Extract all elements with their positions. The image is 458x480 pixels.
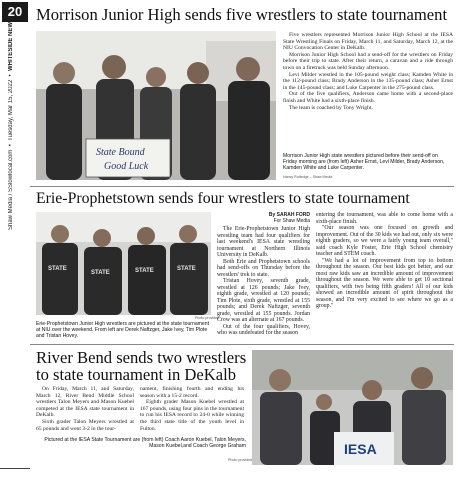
story3-headline: [36, 349, 246, 384]
story3-headline-line2: to state tournament in DeKalb: [36, 365, 236, 385]
shirt-text-2: STATE: [91, 270, 110, 276]
story2-col1: [217, 226, 310, 337]
story2-paragraph: "Our season was one focused on growth and improvement. Out of the 30 kids we had out, only six were eighth graders, so we were a fairly young team overall," said coach Kyle Foster, Erie High School chemistry teacher and STEM coach.: [316, 225, 453, 257]
banner-text: IESA: [344, 441, 377, 457]
story1-credit: Nancy Rutledge – Shaw Media: [283, 175, 333, 179]
byline-author: By SARAH FORD: [268, 212, 310, 218]
story3-caption-line1: Pictured at the IESA State Tournament are (from left) Coach Aaron Kuebel, Talon Meyers,: [44, 437, 246, 443]
story3-col1: [36, 386, 134, 432]
story3-paragraph: Eighth grader Mason Kuebel wrestled at 167 pounds, using four pins in the tournament to run his IESA record to 24-0 while winning the third state title of the youth level in Fulton.: [140, 399, 244, 432]
divider: [30, 186, 454, 187]
story2-paragraph: "We had a lot of improvement from top to bottom throughout the season. Our best kids got better, and our most raw kids saw an incredible amount of improvement throughout the season. We were able to get 10 sectional qualifiers, with two being fifth graders! All of our kids showed an incredible amount of spirit throughout the season, and I'm very excited to see where we go as a group.": [316, 257, 453, 309]
paper-name: WHITESIDE NEWS: [8, 18, 14, 72]
story1-paragraph: Five wrestlers represented Morrison Junior High School at the IESA State Wrestling Finals on Friday, March 11, and Saturday, March 12, at the NIU Convocation Center in DeKalb.: [283, 32, 453, 52]
sidebar-dateline: Shaw Media / SSlowlocal.com • Tuesday, Mar 15, 2022 • WHITESIDE NEWS: [8, 18, 14, 230]
story1-paragraph: The team is coached by Tony Wright.: [289, 104, 373, 111]
story2-paragraph: Both Erie and Prophetstown schools had send-offs on Thursday before the wrestlers' trek to state.: [217, 258, 310, 278]
story2-paragraph: Tristan Hovey, seventh grade, wrestled at 126 pounds; Jake Ivey, eighth grade, wrestled at 120 pounds; Tim Plote, sixth grade, wrestled at 155 pounds; and Derek Naftzger, seventh grade, wrestled at 155 pounds. Jordan Crow was an alternate at 167 pounds.: [217, 278, 310, 323]
shirt-text-1: STATE: [48, 266, 67, 272]
story2-paragraph: Out of the four qualifiers, Hovey, who was undefeated for the season: [217, 323, 310, 336]
story3-credit: Photo provided: [228, 458, 253, 462]
story3-caption-line2: Mason Kuebel,and Coach George Graham: [149, 443, 246, 450]
story1-paragraph: Levi Milder wrestled in the 105-pound weight class; Kamden White in the 112-pound class; Brady Anderson in the 135-pound class; Asher Ernst in the 145-pound class; and Luke Carpenter in the 275-pound class.: [283, 71, 453, 91]
story1-paragraph: Out of the five qualifiers, Anderson came home with a second-place finish and White had a sixth-place finish.: [283, 91, 453, 104]
story2-paragraph: entering the tournament, was able to come home with a sixth-place finish.: [316, 212, 453, 225]
date-label: Tuesday, Mar 15, 2022: [8, 79, 14, 141]
story2-caption: Erie-Prophetstown Junior High wrestlers are pictured at the state tournament at NIU over the weekend. From left are Derek Naftzger, Jake Ivey, Tim Plote and Tristan Hovey.: [36, 321, 209, 340]
story2-headline: Erie-Prophetstown sends four wrestlers to state tournament: [36, 190, 410, 207]
shirt-text-4: STATE: [177, 266, 196, 272]
erie-prophetstown-photo: [36, 212, 211, 315]
story3-paragraph: Sixth grader Talon Meyers wrestled at 65 pounds and went 3-2 in the tour-: [36, 418, 134, 432]
story1-body: [283, 32, 453, 111]
divider: [30, 344, 454, 345]
story3-headline-line1: River Bend sends two wrestlers: [36, 348, 247, 367]
story3-paragraph: On Friday, March 11, and Saturday, March 12, River Bend Middle School wrestlers Talon Meyers and Mason Kuebel competed at the IESA state tournament in DeKalb.: [36, 386, 134, 419]
story2-paragraph: The Erie-Prophetstown Junior High wrestling team had four qualifiers for last weekend's IESA state wrestling tournament at Northern Illinois University in DeKalb.: [217, 226, 310, 258]
sign-text-1: State Bound: [96, 147, 145, 158]
page-number: 20: [2, 2, 28, 22]
site-label: Shaw Media / SSlowlocal.com: [8, 149, 14, 230]
story2-col2: [316, 212, 453, 310]
story2-credit: Photo provided: [195, 316, 220, 320]
morrison-photo: [36, 31, 276, 180]
story1-caption: Morrison Junior High state wrestlers pictured before their send-off on Friday morning are (from left) Asher Ernst, Levi Milder, Brady Anderson, Kamden White and Luke Carpenter.: [283, 153, 445, 172]
page-sidebar: [0, 0, 30, 480]
story3-caption: [36, 437, 246, 449]
story3-col2: [140, 386, 244, 432]
sign-text-2: Good Luck: [104, 161, 149, 172]
story2-byline: [214, 212, 310, 224]
story1-paragraph: Morrison Junior High School had a send-off for the wrestlers on Friday before their trip to state. After their return, a caravan and a ride through town on a firetruck was held Sunday afternoon.: [283, 51, 453, 71]
river-bend-photo: [252, 350, 453, 465]
footer-rule: [0, 468, 30, 469]
byline-org: For Shaw Media: [273, 218, 310, 224]
story3-paragraph: nament, finishing fourth and ending his season with a 15-2 record.: [140, 386, 244, 399]
shirt-text-3: STATE: [135, 268, 154, 274]
story1-headline: Morrison Junior High sends five wrestlers to state tournament: [36, 5, 448, 24]
